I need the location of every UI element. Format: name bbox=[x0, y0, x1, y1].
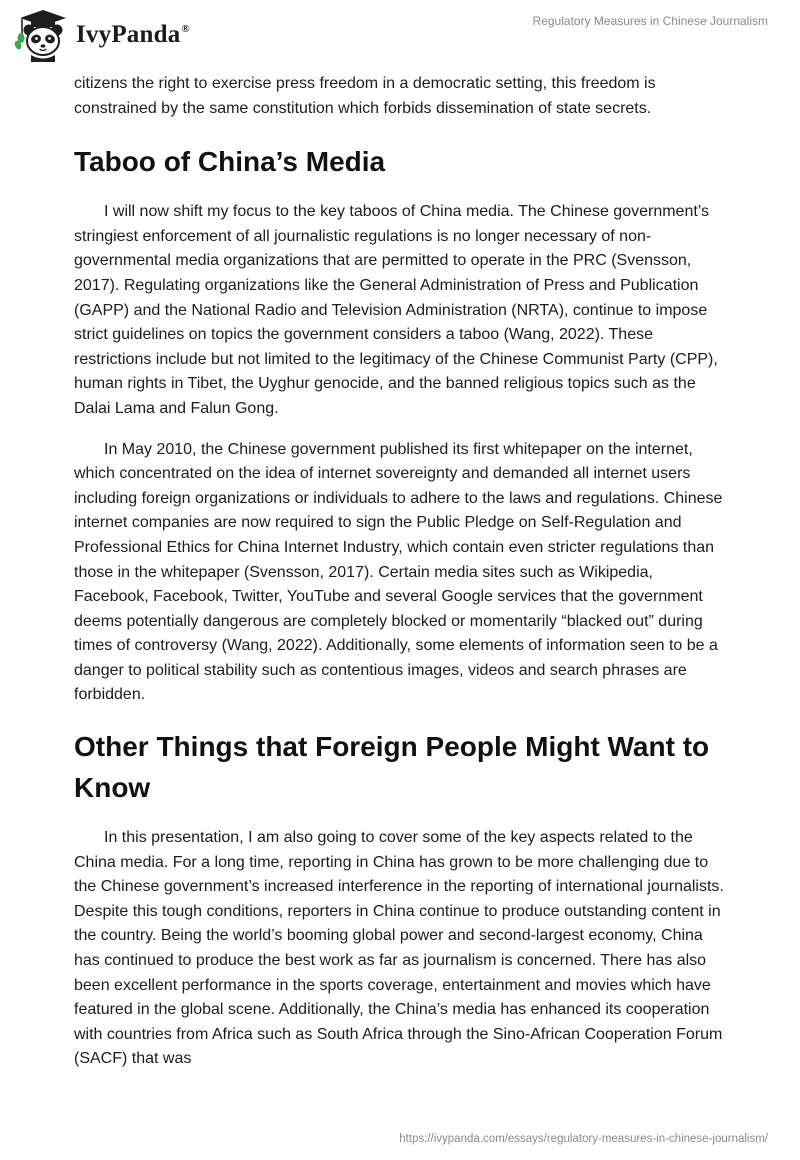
essay-content bbox=[74, 72, 730, 1088]
section-heading-taboo: Taboo of China’s Media bbox=[74, 146, 386, 178]
ivypanda-logo[interactable] bbox=[14, 8, 190, 62]
paragraph: I will now shift my focus to the key taboos of China media. The Chinese government’s stringiest enforcement of all journalistic regulations is no longer necessary of non-governmental media organizations that are permitted to operate in the PRC (Svensson, 2017). Regulating organizations like the General Administration of Press and Publication (GAPP) and the National Radio and Television Administration (NRTA), continue to impose strict guidelines on topics the government considers a taboo (Wang, 2022). These restrictions include but not limited to the legitimacy of the Chinese Communist Party (CPP), human rights in Tibet, the Uyghur genocide, and the banned religious topics such as the Dalai Lama and Falun Gong. bbox=[74, 203, 718, 417]
logo-text: IvyPanda bbox=[76, 21, 181, 48]
paragraph: In this presentation, I am also going to cover some of the key aspects related to the China media. For a long time, reporting in China has grown to be more challenging due to the Chinese government’s increased interference in the reporting of international journalists. Despite this tough conditions, reporters in China continue to produce outstanding content in the country. Being the world’s booming global power and second-largest economy, China has continued to produce the best work as far as journalism is concerned. There has also been excellent performance in the sports coverage, entertainment and movies which have featured in the global scene. Additionally, the China’s media has enhanced its cooperation with countries from Africa such as South Africa through the Sino-African Cooperation Forum (SACF) that was bbox=[74, 829, 724, 1068]
document-title: Regulatory Measures in Chinese Journalism bbox=[532, 14, 768, 28]
panda-graduate-icon bbox=[14, 8, 72, 62]
registered-mark: ® bbox=[181, 23, 190, 35]
intro-paragraph: citizens the right to exercise press freedom in a democratic setting, this freedom is constrained by the same constitution which forbids dissemination of state secrets. bbox=[74, 75, 656, 117]
source-url[interactable]: https://ivypanda.com/essays/regulatory-measures-in-chinese-journalism/ bbox=[399, 1133, 768, 1145]
paragraph: In May 2010, the Chinese government published its first whitepaper on the internet, which concentrated on the idea of internet sovereignty and demanded all internet users including foreign organizations or individuals to adhere to the laws and regulations. Chinese internet companies are now required to sign the Public Pledge on Self-Regulation and Professional Ethics for China Internet Industry, which contain even stricter regulations than those in the whitepaper (Svensson, 2017). Certain media sites such as Wikipedia, Facebook, Facebook, Twitter, YouTube and several Google services that the government deems potentially dangerous are completely blocked or momentarily “blacked out” during times of controversy (Wang, 2022). Additionally, some elements of information seen to be a danger to political stability such as contentious images, videos and search phrases are forbidden. bbox=[74, 440, 723, 704]
section-heading-other-things: Other Things that Foreign People Might Want to Know bbox=[74, 731, 710, 804]
logo-wordmark bbox=[76, 21, 190, 49]
page-header bbox=[0, 0, 800, 70]
